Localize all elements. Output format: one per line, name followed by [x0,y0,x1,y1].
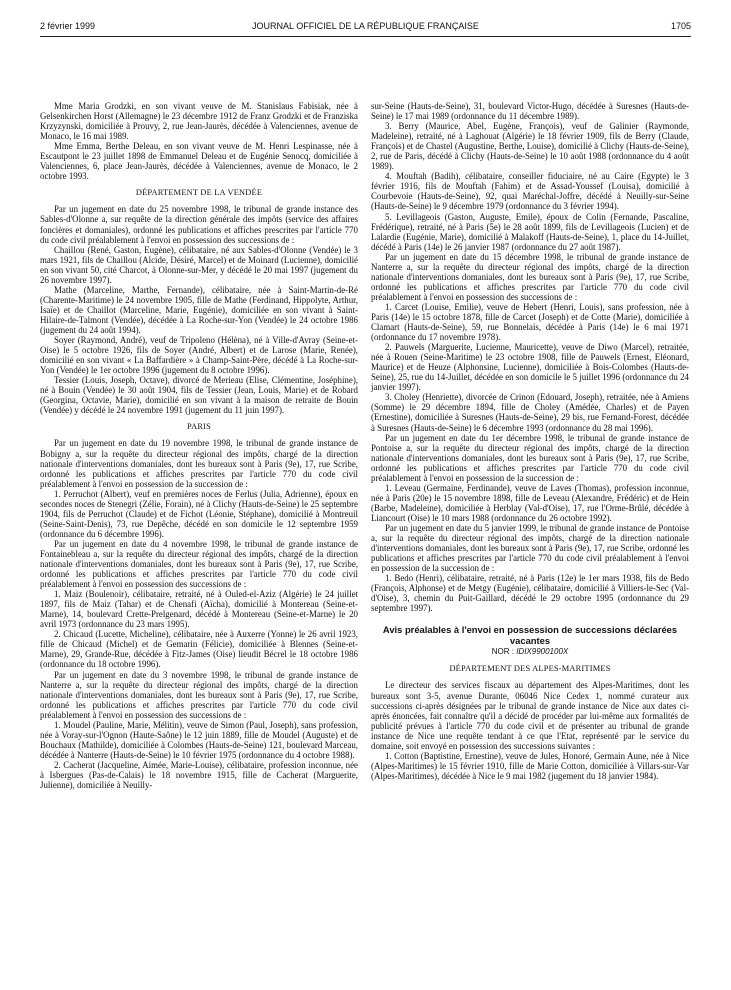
paragraph: Par un jugement en date du 3 novembre 1998, le tribunal de grande instance de Nanterre a, sur la requête du directeur régional des impôts, chargé de la direction nationale d'interventions domaniales, dont les bureaux sont à Paris (9e), 17, rue Scribe, ordonné les publications et affiches prescrites par l'article 770 du code civil préalablement à l'envoi en possession des successions de : [40,669,358,720]
notice-heading: Avis préalables à l'envoi en possession de successions déclarées vacantes [382,624,678,647]
paragraph: Par un jugement en date du 15 décembre 1998, le tribunal de grande instance de Nanterre a, sur la requête du directeur régional des impôts, chargé de la direction nationale d'interventions domaniales, dont les bureaux sont à Paris (9e), 17, rue Scribe, ordonné les publications et affiches prescrites par l'article 770 du code civil préalablement à l'envoi en possession des successions de : [371,251,689,302]
paragraph: 1. Cotton (Baptistine, Ernestine), veuve de Jules, Honoré, Germain Aune, née à Nice (Alpes-Maritimes) le 15 février 1910, fille de Marie Cotton, domiciliée à Villars-sur-Var (Alpes-Maritimes), décédée à Nice le 9 mai 1982 (jugement du 18 janvier 1984). [371,750,689,781]
running-header [40,21,691,33]
paragraph: 3. Berry (Maurice, Abel, Eugène, François), veuf de Galinier (Raymonde, Madeleine), retraité, né à Laghouat (Algérie) le 18 février 1909, fils de Berry (Claude, François) et de Chastel (Augustine, Berthe, Louise), domicilié à Clichy (Hauts-de-Seine), 2, rue de Paris, décédé à Clichy (Hauts-de-Seine) le 10 août 1988 (ordonnance du 4 août 1989). [371,121,689,172]
paragraph: 1. Perruchot (Albert), veuf en premières noces de Ferlus (Julia, Adrienne), époux en secondes noces de Stenegri (Zélie, Forain), né à Clichy (Hauts-de-Seine) le 25 septembre 1904, fils de Perruchot (Claude) et de Fichot (Léonie, Stéphane), domicilié à Montreuil (Seine-Saint-Denis), 73, rue Depêche, décédé en son domicile le 12 septembre 1959 (ordonnance du 6 décembre 1996). [40,488,358,539]
paragraph: 2. Cacherat (Jacqueline, Aimée, Marie-Louise), célibataire, profession inconnue, née à Isbergues (Pas-de-Calais) le 18 novembre 1915, fille de Cacherat (Marguerite, Julienne), domiciliée à Neuilly- [40,759,358,791]
paragraph: Chaillou (René, Gaston, Eugène), célibataire, né aux Sables-d'Olonne (Vendée) le 3 mars 1921, fils de Chaillou (Alcide, Désiré, Marcel) et de Moinard (Lucienne), domicilié en son vivant 50, cité Charcot, à Olonne-sur-Mer, y décédé le 20 mai 1997 (jugement du 26 novembre 1997). [40,244,358,285]
section-heading: DÉPARTEMENT DES ALPES-MARITIMES [449,664,611,674]
nor-code: IDIX9900100X [516,647,569,657]
paragraph: 3. Choley (Henriette), divorcée de Crinon (Edouard, Joseph), retraitée, née à Amiens (Somme) le 29 décembre 1894, fille de Choley (Amédée, Charles) et de Payen (Ernestine), domiciliée à Suresnes (Hauts-de-Seine), 29 bis, rue Fernand-Forest, décédée à Suresnes (Hauts-de-Seine) le 6 décembre 1993 (ordonnance du 28 mai 1996). [371,392,689,433]
paragraph: 1. Bedo (Henri), célibataire, retraité, né à Paris (12e) le 1er mars 1938, fils de Bedo (François, Alphonse) et de Metgy (Eugénie), célibataire, domicilié à Villiers-le-Sec (Val-d'Oise), 3, chemin du Puit-Gaillard, décédé le 29 octobre 1995 (ordonnance du 29 septembre 1997). [371,573,689,614]
paragraph: 1. Moudel (Pauline, Marie, Mélitin), veuve de Simon (Paul, Joseph), sans profession, née à Voray-sur-l'Ognon (Haute-Saône) le 12 juin 1889, fille de Moudel (Auguste) et de Bouchaux (Mathilde), domiciliée à Colombes (Hauts-de-Seine) 121, boulevard Marceau, décédée à Nanterre (Hauts-de-Seine) le 10 février 1975 (ordonnance du 4 octobre 1988). [40,719,358,760]
paragraph: Le directeur des services fiscaux au département des Alpes-Maritimes, dont les bureaux sont 3-5, avenue Durante, 06046 Nice Cedex 1, nommé curateur aux successions ci-après désignées par le tribunal de grande instance de Nice aux dates ci-après énoncées, fait connaître qu'il a décidé de procéder par lui-même aux formalités de publicité prévues à l'article 770 du code civil et de présenter au tribunal de grande instance de Nice une requête tendant à ce que l'Etat, représenté par le service du domaine, soit envoyé en possession des successions suivantes : [371,680,689,751]
section-heading: PARIS [187,422,211,432]
paragraph: 2. Pauwels (Marguerite, Lucienne, Mauricette), veuve de Diwo (Marcel), retraitée, née à Rouen (Seine-Maritime) le 23 octobre 1908, fille de Pauwels (Ernest, Eléonard, Maurice) et de Heuze (Alphonsine, Lucienne), domiciliée à Bois-Colombes (Hauts-de-Seine), 25, rue du 14-Juillet, décédée en son domicile le 5 juillet 1996 (ordonnance du 24 janvier 1997). [371,342,689,393]
paragraph: Par un jugement en date du 19 novembre 1998, le tribunal de grande instance de Bobigny a, sur la requête du directeur régional des impôts, chargé de la direction nationale d'interventions domaniales, dont les bureaux sont à Paris (9e), 17, rue Scribe, ordonné les publications et affiches prescrites par l'article 770 du code civil préalablement à l'envoi en possession de la succession de : [40,438,358,489]
section-heading: DÉPARTEMENT DE LA VENDÉE [135,188,263,198]
header-rule [40,36,691,37]
nor-label: NOR : [491,647,517,657]
left-column [40,101,358,790]
paragraph: 1. Maiz (Boulenoir), célibataire, retraité, né à Ouled-el-Aziz (Algérie) le 24 juillet 1897, fils de Maiz (Tahar) et de Chenafi (Aïcha), domicilié à Montereau (Seine-et-Marne), 14, boulevard Crette-Prelgenard, décédé à Montereau (Seine-et-Marne) le 20 avril 1973 (ordonnance du 23 mars 1995). [40,589,358,630]
journal-title: JOURNAL OFFICIEL DE LA RÉPUBLIQUE FRANÇAISE [252,21,479,31]
paragraph: Par un jugement en date du 4 novembre 1998, le tribunal de grande instance de Fontainebleau a, sur la requête du directeur régional des impôts, chargé de la direction nationale d'interventions domaniales, dont les bureaux sont à Paris (9e), 17, rue Scribe, ordonné les publications et affiches prescrites par l'article 770 du code civil préalablement à l'envoi en possession des successions de : [40,538,358,590]
paragraph: Soyer (Raymond, André), veuf de Tripoleno (Hélèna), né à Ville-d'Avray (Seine-et-Oise) le 5 octobre 1926, fils de Soyer (André, Albert) et de Larose (Marie, Renée), domicilié en son vivant « La Baffardière » à Champ-Saint-Père, décédé à La Roche-sur-Yon (Vendée) le 1er octobre 1996 (jugement du 8 octobre 1996). [40,335,358,376]
paragraph: 2. Chicaud (Lucette, Micheline), célibataire, née à Auxerre (Yonne) le 26 avril 1923, fille de Chicaud (Michel) et de Gemarin (Félicie), domiciliée à Blennes (Seine-et-Marne), 29, Grande-Rue, décédée à Fitz-James (Oise) lieudit Bécrel le 18 octobre 1986 (ordonnance du 18 octobre 1996). [40,629,358,670]
right-column [371,101,689,781]
paragraph: Tessier (Louis, Joseph, Octave), divorcé de Merieau (Elise, Clémentine, Joséphine), né à Bouin (Vendée) le 30 août 1904, fils de Tessier (Jean, Louis, Marie) et de Robard (Georgina, Octavie, Marie), domicilié en son vivant à la maison de retraite de Bouin (Vendée) y décédé le 24 novembre 1991 (jugement du 11 juin 1997). [40,375,358,416]
paragraph: Mathe (Marceline, Marthe, Fernande), célibataire, née à Saint-Martin-de-Ré (Charente-Maritime) le 24 novembre 1905, fille de Mathe (Ferdinand, Hippolyte, Arthur, Isaïe) et de Chaillot (Marceline, Marie, Eugénie), domiciliée en son vivant à Saint-Hilaire-de-Talmont (Vendée), décédée à La Roche-sur-Yon (Vendée) le 24 octobre 1986 (jugement du 24 août 1994). [40,284,358,335]
paragraph: Par un jugement en date du 1er décembre 1998, le tribunal de grande instance de Pontoise a, sur la requête du directeur régional des impôts, chargé de la direction nationale d'interventions domaniales, dont les bureaux sont à Paris (9e), 17, rue Scribe, ordonné les publications et affiches prescrites par l'article 770 du code civil préalablement à l'envoi en possession de la succession de : [371,432,689,483]
paragraph: Par un jugement en date du 25 novembre 1998, le tribunal de grande instance des Sables-d'Olonne a, sur requête de la direction générale des impôts (service des affaires foncières et domaniales), ordonné les publications et affiches prescrites par l'article 770 du code civil préalablement à l'envoi en possession des successions de : [40,204,358,245]
nor-reference [371,647,689,657]
paragraph: 5. Levillageois (Gaston, Auguste, Emile), époux de Colin (Fernande, Pascaline, Frédérique), retraité, né à Paris (5e) le 28 août 1899, fils de Levillageois (Lucien) et de Lalardie (Eugénie, Marie), domicilié à Malakoff (Hauts-de-Seine), 1, place du 14-Juillet, décédé à Paris (14e) le 26 janvier 1987 (ordonnance du 27 août 1987). [371,211,689,252]
header-date: 2 février 1999 [40,21,96,31]
paragraph: 4. Mouftah (Badih), célibataire, conseiller fiduciaire, né au Caire (Egypte) le 3 février 1916, fils de Mouftah (Fahim) et de Assad-Youssef (Louisa), domicilié à Courbevoie (Hauts-de-Seine), 92, quai Maréchal-Joffre, décédé à Neuilly-sur-Seine (Hauts-de-Seine) le 9 décembre 1979 (ordonnance du 3 février 1994). [371,171,689,212]
paragraph: 1. Leveau (Germaine, Ferdinande), veuve de Laves (Thomas), profession inconnue, née à Paris (20e) le 15 novembre 1898, fille de Leveau (Alexandre, Frédéric) et de Hein (Barbe, Madeleine), domiciliée à Herblay (Val-d'Oise), 17, rue l'Orme-Brûlé, décédée à Liancourt (Oise) le 10 mars 1988 (ordonnance du 26 octobre 1992). [371,482,689,523]
paragraph: 1. Carcet (Louise, Emilie), veuve de Hebert (Henri, Louis), sans profession, née à Paris (14e) le 15 octobre 1878, fille de Carcet (Joseph) et de Cotte (Marie), domiciliée à Clamart (Hauts-de-Seine), 59, rue Bonnelais, décédée à Paris (14e) le 6 mai 1971 (ordonnance du 17 novembre 1978). [371,301,689,343]
paragraph: Par un jugement en date du 5 janvier 1999, le tribunal de grande instance de Pontoise a, sur la requête du directeur régional des impôts, chargé de la direction nationale d'interventions domaniales, dont les bureaux sont à Paris (9e), 17, rue Scribe, ordonné les publications et affiches prescrites par l'article 770 du code civil préalablement à l'envoi en possession de la succession de : [371,522,689,574]
paragraph: sur-Seine (Hauts-de-Seine), 31, boulevard Victor-Hugo, décédée à Suresnes (Hauts-de-Seine) le 17 mai 1989 (ordonnance du 11 décembre 1989). [371,101,689,122]
page-number: 1705 [670,21,691,31]
paragraph: Mme Emma, Berthe Deleau, en son vivant veuve de M. Henri Lespinasse, née à Escautpont le 23 juillet 1898 de Emmanuel Deleau et de Eugénie Senocq, domiciliée à Valenciennes, 6, place Jean-Jaurès, décédée à Valenciennes, avenue de Monaco, le 2 octobre 1993. [40,141,358,182]
paragraph: Mme Maria Grodzki, en son vivant veuve de M. Stanislaus Fabisiak, née à Gelsenkirchen Horst (Allemagne) le 23 décembre 1912 de Franz Grodzki et de Franziska Krzyzynski, domiciliée à Prouvy, 2, rue Jean-Jaurès, décédée à Valenciennes, avenue de Monaco, le 16 mai 1989. [40,101,358,142]
